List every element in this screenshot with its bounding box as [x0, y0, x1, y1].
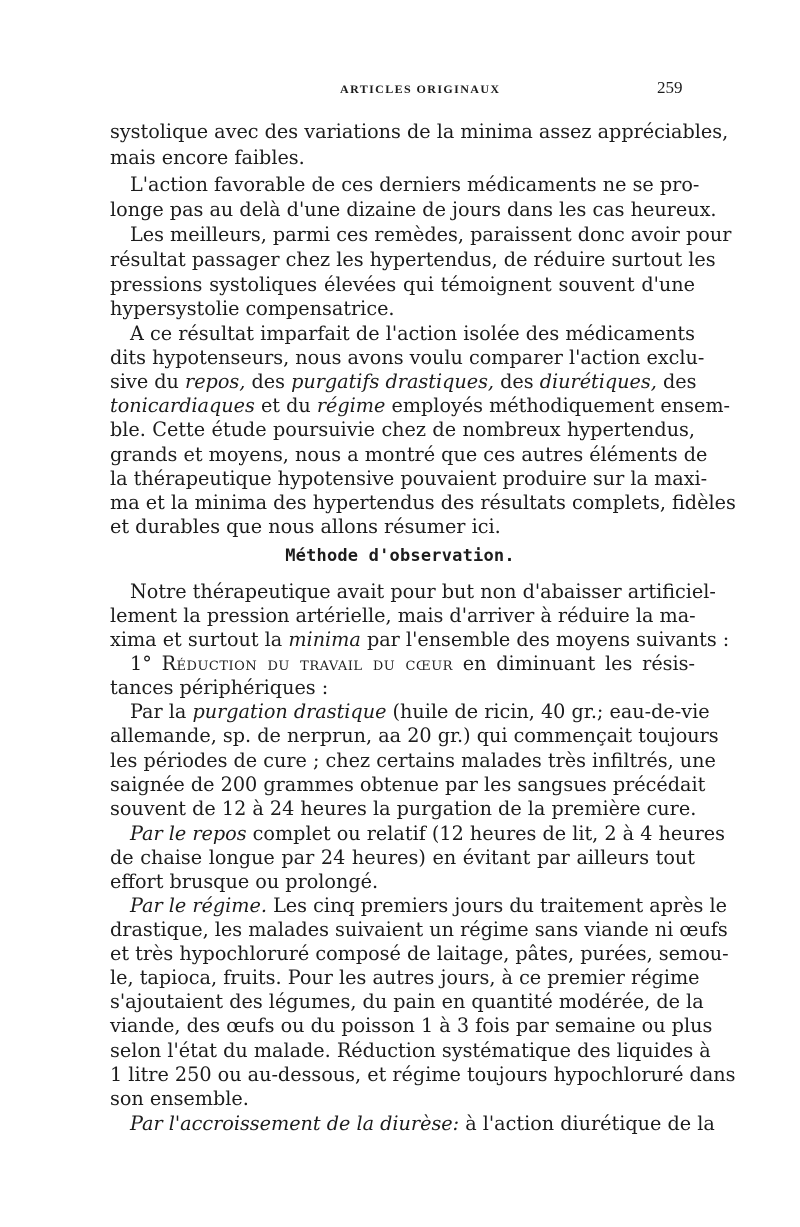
- text-line: dits hypotenseurs, nous avons voulu comparer l'action exclu-: [110, 346, 705, 369]
- text-line: et très hypochloruré composé de laitage, pâtes, purées, semou-: [110, 942, 729, 965]
- text-line: hypersystolie compensatrice.: [110, 297, 395, 320]
- text-line: la thérapeutique hypotensive pouvaient produire sur la maxi-: [110, 467, 708, 490]
- text-line: s'ajoutaient des légumes, du pain en quantité modérée, de la: [110, 990, 704, 1013]
- section-heading: Méthode d'observation.: [285, 546, 515, 566]
- emphasis: diurétiques,: [539, 370, 657, 393]
- text-line: pressions systoliques élevées qui témoignent souvent d'une: [110, 273, 695, 296]
- text-line: effort brusque ou prolongé.: [110, 870, 379, 893]
- text-line: A ce résultat imparfait de l'action isolée des médicaments: [130, 322, 695, 345]
- emphasis: tonicardiaques: [110, 394, 255, 417]
- text-line: de chaise longue par 24 heures) en évitant par ailleurs tout: [110, 846, 695, 869]
- emphasis: régime: [316, 394, 386, 417]
- text-line: systolique avec des variations de la minima assez appréciables,: [110, 120, 729, 143]
- emphasis: Par l'accroissement de la diurèse:: [130, 1112, 460, 1135]
- text-line: viande, des œufs ou du poisson 1 à 3 fois par semaine ou plus: [110, 1014, 713, 1037]
- emphasis: repos,: [185, 370, 246, 393]
- text-line: tances périphériques :: [110, 676, 329, 699]
- text-line: saignée de 200 grammes obtenue par les sangsues précédait: [110, 773, 706, 796]
- text-line: Les meilleurs, parmi ces remèdes, paraissent donc avoir pour: [130, 223, 732, 246]
- text-line: ble. Cette étude poursuivie chez de nombreux hypertendus,: [110, 418, 695, 441]
- text-line: Par l'accroissement de la diurèse: à l'action diurétique de la: [130, 1112, 715, 1135]
- text-line: grands et moyens, nous a montré que ces autres éléments de: [110, 443, 708, 466]
- text-line: les périodes de cure ; chez certains malades très infiltrés, une: [110, 749, 716, 772]
- text-line: Par la purgation drastique (huile de ricin, 40 gr.; eau-de-vie: [130, 700, 710, 723]
- small-caps: Réduction du travail du cœur: [161, 652, 453, 675]
- text-line: lement la pression artérielle, mais d'arriver à réduire la ma-: [110, 604, 696, 627]
- text-line: mais encore faibles.: [110, 146, 305, 169]
- emphasis: purgation drastique: [192, 700, 387, 723]
- text-line: L'action favorable de ces derniers médicaments ne se pro-: [130, 173, 700, 196]
- text-line: le, tapioca, fruits. Pour les autres jours, à ce premier régime: [110, 966, 700, 989]
- text-line: Par le régime. Les cinq premiers jours du traitement après le: [130, 894, 727, 917]
- text-line: et durables que nous allons résumer ici.: [110, 515, 501, 538]
- emphasis: minima: [288, 628, 361, 651]
- text-line: Notre thérapeutique avait pour but non d'abaisser artificiel-: [130, 580, 716, 603]
- text-line: 1° Réduction du travail du cœur en diminuant les résis-: [130, 652, 695, 675]
- text-line: longe pas au delà d'une dizaine de jours dans les cas heureux.: [110, 198, 717, 221]
- text-line: tonicardiaques et du régime employés méthodiquement ensem-: [110, 394, 731, 417]
- running-header: ARTICLES ORIGINAUX: [340, 82, 501, 96]
- text-line: Par le repos complet ou relatif (12 heures de lit, 2 à 4 heures: [130, 822, 725, 845]
- page-number: 259: [657, 78, 683, 97]
- text-line: xima et surtout la minima par l'ensemble des moyens suivants :: [110, 628, 730, 651]
- emphasis: purgatifs drastiques,: [291, 370, 495, 393]
- emphasis: Par le régime.: [130, 894, 267, 917]
- text-line: résultat passager chez les hypertendus, de réduire surtout les: [110, 248, 716, 271]
- text-line: sive du repos, des purgatifs drastiques, des diurétiques, des: [110, 370, 697, 393]
- text-line: 1 litre 250 ou au-dessous, et régime toujours hypochloruré dans: [110, 1063, 736, 1086]
- text-line: souvent de 12 à 24 heures la purgation de la première cure.: [110, 797, 697, 820]
- text-line: drastique, les malades suivaient un régime sans viande ni œufs: [110, 918, 728, 941]
- text-line: ma et la minima des hypertendus des résultats complets, fidèles: [110, 491, 736, 514]
- text-line: allemande, sp. de nerprun, aa 20 gr.) qui commençait toujours: [110, 724, 719, 747]
- text-line: son ensemble.: [110, 1087, 249, 1110]
- emphasis: Par le repos: [130, 822, 247, 845]
- text-line: selon l'état du malade. Réduction systématique des liquides à: [110, 1039, 711, 1062]
